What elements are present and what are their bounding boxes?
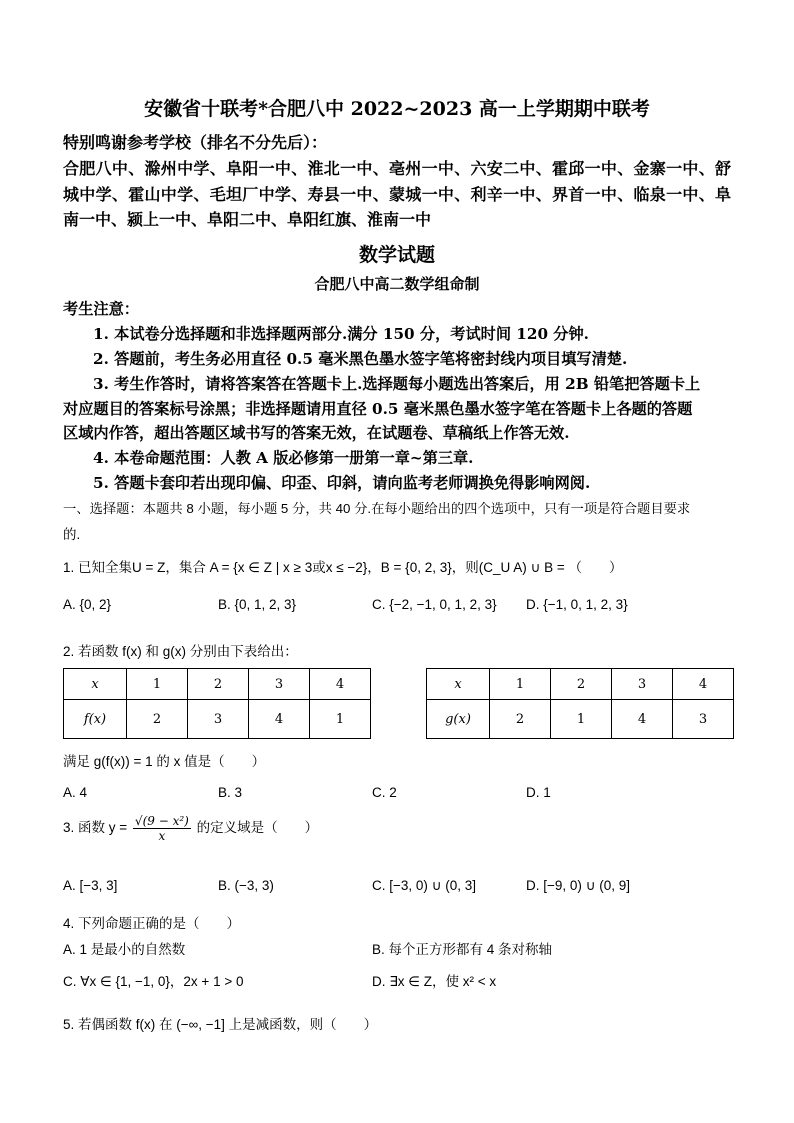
schools-line-2: 城中学、霍山中学、毛坦厂中学、寿县一中、蒙城一中、利辛一中、界首一中、临泉一中、阜 [63,185,732,204]
subject-title: 数学试题 [358,244,435,266]
table-g [426,668,734,739]
q2-option-d: D. 1 [526,785,551,800]
table-f-header-cell: 3 [249,669,310,700]
table-f-value-cell: 4 [249,700,310,739]
table-f-header-cell: 4 [310,669,371,700]
section-heading-line-1: 一、选择题：本题共 8 小题，每小题 5 分，共 40 分.在每小题给出的四个选项中，只有一项是符合题目要求 [63,501,691,516]
table-g-value-cell: 3 [673,700,734,739]
notice-label: 考生注意： [63,300,139,318]
notice-item-3-cont-1: 对应题目的答案标号涂黑；非选择题请用直径 0.5 毫米黑色墨水签字笔在答题卡上各题的答题 [63,400,693,418]
table-f-header-cell: 2 [188,669,249,700]
q3-option-c: C. [−3, 0) ∪ (0, 3] [372,878,477,893]
q3-fraction [133,814,191,843]
table-f-header-cell: 1 [127,669,188,700]
q4-option-b: B. 每个正方形都有 4 条对称轴 [372,942,553,957]
exam-title: 安徽省十联考*合肥八中 2022~2023 高一上学期期中联考 [144,98,650,120]
notice-item-2: 2. 答题前，考生务必用直径 0.5 毫米黑色墨水签字笔将密封线内项目填写清楚. [93,350,628,368]
question-3-stem [63,814,318,843]
q3-prefix: 3. 函数 y = [63,820,128,836]
table-g-header-cell: 3 [612,669,673,700]
q2-option-b: B. 3 [218,785,243,800]
question-4-stem: 4. 下列命题正确的是（ ） [63,916,241,931]
q1-option-c: C. {−2, −1, 0, 1, 2, 3} [372,597,497,612]
table-f-value-cell: 1 [310,700,371,739]
notice-item-5: 5. 答题卡套印若出现印偏、印歪、印斜，请向监考老师调换免得影响网阅. [93,474,591,492]
table-g-header-cell: 2 [551,669,612,700]
notice-item-1: 1. 本试卷分选择题和非选择题两部分.满分 150 分，考试时间 120 分钟. [93,325,589,343]
table-f-value-cell: 3 [188,700,249,739]
q3-numerator: √(9 − x²) [134,814,189,828]
table-f-header-x: x [64,669,127,700]
q4-option-d: D. ∃x ∈ Z，使 x² < x [372,974,497,989]
q1-option-a: A. {0, 2} [63,597,112,612]
table-g-header-x: x [427,669,490,700]
question-2-condition: 满足 g(f(x)) = 1 的 x 值是（ ） [63,754,266,769]
thanks-label: 特别鸣谢参考学校（排名不分先后）： [63,133,328,152]
schools-line-1: 合肥八中、滁州中学、阜阳一中、淮北一中、亳州一中、六安二中、霍邱一中、金寨一中、舒 [63,159,732,178]
notice-item-3: 3. 考生作答时，请将答案答在答题卡上.选择题每小题选出答案后，用 2B 铅笔把答题卡上 [93,375,701,393]
table-f-row-label: f(x) [64,700,127,739]
table-g-value-cell: 2 [490,700,551,739]
table-g-header-cell: 4 [673,669,734,700]
q3-denominator: x [158,829,166,843]
setter-line: 合肥八中高二数学组命制 [314,275,480,293]
table-f-value-cell: 2 [127,700,188,739]
question-2-stem: 2. 若函数 f(x) 和 g(x) 分别由下表给出： [63,644,298,659]
q1-option-d: D. {−1, 0, 1, 2, 3} [526,597,628,612]
q3-option-d: D. [−9, 0) ∪ (0, 9] [526,878,631,893]
table-g-header-cell: 1 [490,669,551,700]
table-g-value-cell: 1 [551,700,612,739]
table-g-value-cell: 4 [612,700,673,739]
table-g-row-label: g(x) [427,700,490,739]
table-f [63,668,371,739]
q1-option-b: B. {0, 1, 2, 3} [218,597,297,612]
schools-line-3: 南一中、颍上一中、阜阳二中、阜阳红旗、淮南一中 [63,210,432,229]
q3-option-a: A. [−3, 3] [63,878,118,893]
question-5-stem: 5. 若偶函数 f(x) 在 (−∞, −1] 上是减函数，则（ ） [63,1017,378,1032]
question-1-stem: 1. 已知全集U = Z，集合 A = {x ∈ Z | x ≥ 3或x ≤ −2}，B = {0, 2, 3}，则(C_U A) ∪ B = （ ） [63,560,623,575]
q3-option-b: B. (−3, 3) [218,878,274,893]
section-heading-line-2: 的. [63,527,81,542]
q2-option-c: C. 2 [372,785,397,800]
q2-option-a: A. 4 [63,785,88,800]
notice-item-4: 4. 本卷命题范围：人教 A 版必修第一册第一章~第三章. [93,449,474,467]
q4-option-a: A. 1 是最小的自然数 [63,942,186,957]
notice-item-3-cont-2: 区域内作答，超出答题区域书写的答案无效，在试题卷、草稿纸上作答无效. [63,424,570,442]
q4-option-c: C. ∀x ∈ {1, −1, 0}，2x + 1 > 0 [63,974,244,989]
q3-suffix: 的定义域是（ ） [196,820,319,836]
